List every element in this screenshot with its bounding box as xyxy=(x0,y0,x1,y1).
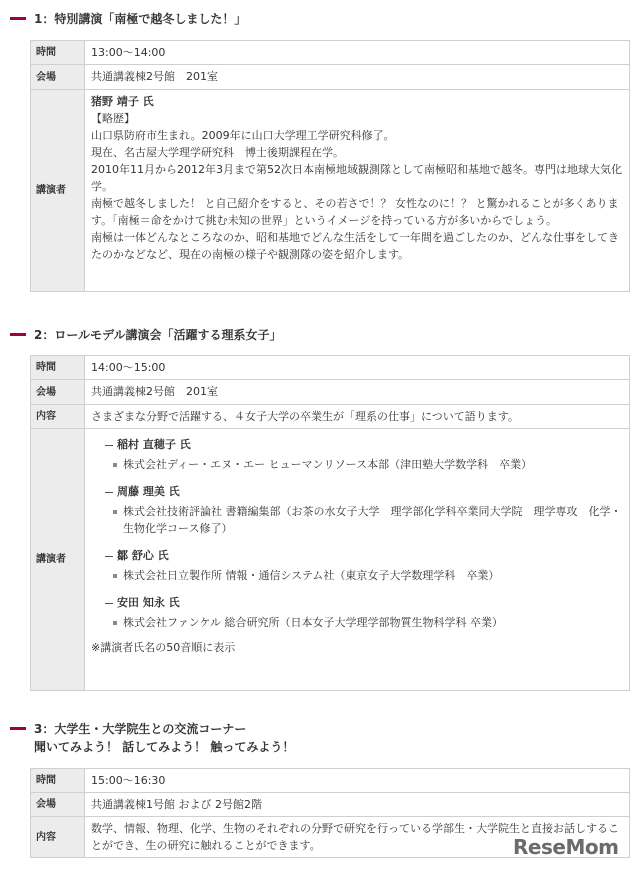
section-2-heading xyxy=(10,326,282,344)
venue-value: 共通講義棟2号館 201室 xyxy=(85,380,630,405)
section-1-table xyxy=(30,40,630,292)
watermark-part2: Mom xyxy=(565,835,619,859)
profile-line: 現在、名古屋大学理学研究科 博士後期課程在学。 xyxy=(91,146,344,159)
presenter-item xyxy=(105,547,623,584)
presenter-affiliation: 株式会社ファンケル 総合研究所（日本女子大学理学部物質生物科学科 卒業） xyxy=(123,616,504,629)
presenter-name: 安田 知永 氏 xyxy=(117,596,180,609)
venue-value: 共通講義棟1号館 および 2号館2階 xyxy=(85,793,630,817)
venue-label: 会場 xyxy=(31,380,85,405)
dash-icon xyxy=(105,603,113,604)
speaker-label: 講演者 xyxy=(31,429,85,691)
presenter-name: 周藤 理美 氏 xyxy=(117,485,180,498)
profile-line: 南極は一体どんなところなのか、昭和基地でどんな生活をして一年間を過ごしたのか、どんな仕事をしてきたのかなどなど、現在の南極の様子や観測隊の姿を紹介します。 xyxy=(91,231,619,261)
profile-heading: 【略歴】 xyxy=(91,112,135,125)
section-1-title: 1：特別講演「南極で越冬しました！」 xyxy=(34,12,247,26)
section-2-title: 2：ロールモデル講演会「活躍する理系女子」 xyxy=(34,328,282,342)
time-label: 時間 xyxy=(31,356,85,380)
venue-label: 会場 xyxy=(31,65,85,90)
presenter-item xyxy=(105,483,623,537)
content-label: 内容 xyxy=(31,817,85,858)
section-marker-icon xyxy=(10,17,26,20)
time-label: 時間 xyxy=(31,41,85,65)
profile-line: 南極で越冬しました！ と自己紹介をすると、その若さで！？ 女性なのに！？ と驚かれることが多くあります。「南極＝命をかけて挑む未知の世界」というイメージを持っている方が多いからでしょう。 xyxy=(91,197,619,227)
bullet-icon xyxy=(113,510,117,514)
bullet-icon xyxy=(113,574,117,578)
venue-value: 共通講義棟2号館 201室 xyxy=(85,65,630,90)
presenter-affiliation: 株式会社技術評論社 書籍編集部（お茶の水女子大学 理学部化学科卒業同大学院 理学専攻 化学・生物化学コース修了） xyxy=(123,505,622,535)
presenter-affiliation: 株式会社ディー・エヌ・エー ヒューマンリソース本部（津田塾大学数学科 卒業） xyxy=(123,458,533,471)
presenter-affiliation: 株式会社日立製作所 情報・通信システム社（東京女子大学数理学科 卒業） xyxy=(123,569,500,582)
presenters-cell xyxy=(85,429,630,691)
section-3-subtitle: 聞いてみよう！ 話してみよう！ 触ってみよう！ xyxy=(34,740,295,754)
watermark-part1: Rese xyxy=(513,835,566,859)
content-value: さまざまな分野で活躍する、４女子大学の卒業生が「理系の仕事」について語ります。 xyxy=(85,405,630,429)
section-2-table xyxy=(30,355,630,691)
presenter-item xyxy=(105,436,623,473)
time-value: 15:00～16:30 xyxy=(85,769,630,793)
section-marker-icon xyxy=(10,333,26,336)
time-label: 時間 xyxy=(31,769,85,793)
profile-line: 2010年11月から2012年3月まで第52次日本南極地域観測隊として南極昭和基地で越冬。専門は地球大気化学。 xyxy=(91,163,622,193)
presenters-note: ※講演者氏名の50音順に表示 xyxy=(91,641,236,654)
bullet-icon xyxy=(113,621,117,625)
venue-label: 会場 xyxy=(31,793,85,817)
section-marker-icon xyxy=(10,727,26,730)
dash-icon xyxy=(105,445,113,446)
bullet-icon xyxy=(113,463,117,467)
profile-line: 山口県防府市生まれ。2009年に山口大学理工学研究科修了。 xyxy=(91,129,395,142)
presenter-item xyxy=(105,594,623,631)
presenter-name: 鄒 舒心 氏 xyxy=(117,549,169,562)
speaker-label: 講演者 xyxy=(31,90,85,292)
dash-icon xyxy=(105,556,113,557)
time-value: 14:00～15:00 xyxy=(85,356,630,380)
section-1-heading xyxy=(10,10,246,28)
content-value: 数学、情報、物理、化学、生物のそれぞれの分野で研究を行っている学部生・大学院生と直接お話しすることができ、生の研究に触れることができます。 xyxy=(85,817,630,858)
resemom-watermark xyxy=(513,835,619,859)
presenter-name: 稲村 直穂子 氏 xyxy=(117,438,191,451)
speaker-name: 猪野 靖子 氏 xyxy=(91,95,154,108)
section-3-heading xyxy=(10,720,294,756)
content-label: 内容 xyxy=(31,405,85,429)
time-value: 13:00～14:00 xyxy=(85,41,630,65)
section-3-title: 3：大学生・大学院生との交流コーナー xyxy=(34,722,247,736)
speaker-cell xyxy=(85,90,630,292)
dash-icon xyxy=(105,492,113,493)
